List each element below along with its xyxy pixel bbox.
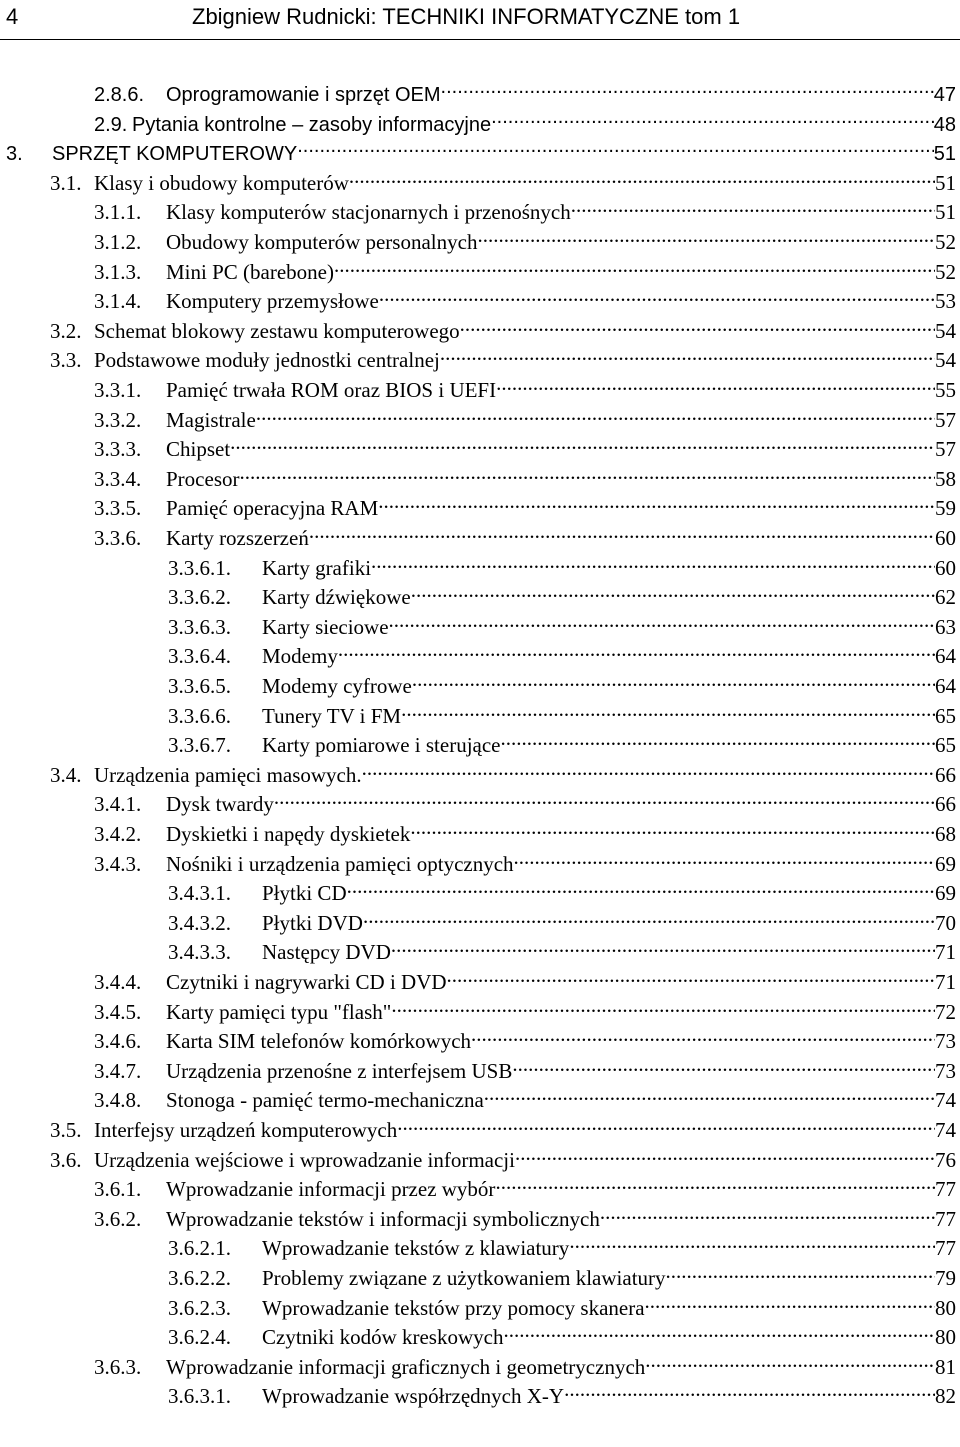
toc-entry-title: Czytniki kodów kreskowych [262, 1325, 504, 1349]
toc-entry-title: Dyskietki i napędy dyskietek [166, 822, 411, 846]
toc-dot-leader [362, 754, 935, 782]
toc-entry-page: 53 [935, 289, 956, 313]
toc-entry-number: 3.6.2.3. [168, 1296, 231, 1320]
toc-dot-leader [666, 1257, 935, 1285]
toc-entry-title: Wprowadzanie tekstów przy pomocy skanera [262, 1296, 645, 1320]
toc-dot-leader [471, 1020, 935, 1048]
toc-entry[interactable] [168, 1287, 956, 1320]
toc-entry-title: Modemy [262, 644, 338, 668]
toc-entry-page: 72 [935, 1000, 956, 1024]
toc-entry-number: 3.4. [50, 763, 82, 787]
toc-entry[interactable] [94, 1198, 956, 1231]
toc-entry[interactable] [94, 517, 956, 550]
toc-entry[interactable] [50, 1109, 956, 1142]
toc-dot-leader [274, 783, 935, 811]
toc-entry[interactable] [168, 931, 956, 964]
toc-entry-page: 73 [935, 1029, 956, 1053]
toc-entry[interactable] [94, 428, 956, 461]
toc-entry-title: Problemy związane z użytkowaniem klawiatury [262, 1266, 666, 1290]
toc-entry-title: Pamięć trwała ROM oraz BIOS i UEFI [166, 378, 497, 402]
toc-entry-title: Wprowadzanie informacji przez wybór [166, 1177, 496, 1201]
toc-entry-title: Podstawowe moduły jednostki centralnej [94, 348, 440, 372]
toc-dot-leader [256, 399, 935, 427]
toc-entry[interactable] [168, 724, 956, 757]
toc-entry-number: 3.6.1. [94, 1177, 142, 1201]
toc-entry-title: Wprowadzanie współrzędnych X-Y [262, 1384, 565, 1408]
toc-entry[interactable] [50, 1139, 956, 1172]
toc-entry-number: 2.8.6. [94, 84, 145, 106]
toc-dot-leader [645, 1346, 935, 1374]
toc-entry-page: 79 [935, 1266, 956, 1290]
toc-entry[interactable] [94, 843, 956, 876]
toc-dot-leader [410, 813, 935, 841]
toc-dot-leader [484, 1079, 935, 1107]
toc-entry-title: Następcy DVD [262, 940, 391, 964]
toc-entry-number: 3.3.5. [94, 496, 142, 520]
toc-entry-title: Karty dźwiękowe [262, 585, 411, 609]
toc-dot-leader [230, 428, 935, 456]
toc-dot-leader [447, 961, 935, 989]
toc-entry-number: 3.6.2.2. [168, 1266, 231, 1290]
toc-entry-number: 3.6.2. [94, 1207, 142, 1231]
toc-entry-number: 3.3.1. [94, 378, 142, 402]
toc-entry-number: 3.4.4. [94, 970, 142, 994]
toc-entry-number: 3.4.3.2. [168, 911, 231, 935]
toc-entry-title: Czytniki i nagrywarki CD i DVD [166, 970, 447, 994]
toc-entry-page: 64 [935, 674, 956, 698]
toc-entry-number: 3.3.4. [94, 467, 142, 491]
toc-dot-leader [334, 251, 935, 279]
toc-entry-number: 3.4.5. [94, 1000, 142, 1024]
toc-entry-title: Karta SIM telefonów komórkowych [166, 1029, 472, 1053]
toc-entry-title: Karty rozszerzeń [166, 526, 309, 550]
toc-entry-page: 76 [935, 1148, 956, 1172]
toc-entry-page: 48 [934, 111, 956, 139]
toc-dot-leader [569, 1227, 935, 1255]
toc-entry-title: Klasy komputerów stacjonarnych i przenośnych [166, 200, 571, 224]
toc-dot-leader [309, 517, 935, 545]
toc-entry[interactable] [168, 606, 956, 639]
toc-entry-title: Urządzenia wejściowe i wprowadzanie informacji [94, 1148, 515, 1172]
toc-entry-page: 54 [935, 319, 956, 343]
toc-dot-leader [371, 547, 935, 575]
toc-entry-number: 3.1.2. [94, 230, 142, 254]
toc-entry[interactable] [50, 339, 956, 372]
toc-entry[interactable] [94, 1079, 956, 1112]
toc-entry-number: 3.4.3. [94, 852, 142, 876]
toc-entry-number: 3.5. [50, 1118, 82, 1142]
toc-entry-page: 66 [935, 792, 956, 816]
toc-dot-leader [338, 635, 935, 663]
toc-dot-leader [501, 724, 936, 752]
toc-entry-title: Karty pomiarowe i sterujące [262, 733, 501, 757]
toc-entry[interactable] [168, 547, 956, 580]
toc-entry-page: 63 [935, 615, 956, 639]
toc-entry-title: Interfejsy urządzeń komputerowych [94, 1118, 398, 1142]
toc-entry[interactable] [94, 73, 956, 106]
toc-entry-page: 51 [935, 200, 956, 224]
toc-entry[interactable] [168, 902, 956, 935]
toc-entry-number: 3.6.3.1. [168, 1384, 231, 1408]
toc-entry-page: 77 [935, 1236, 956, 1260]
toc-entry-title: Pamięć operacyjna RAM [166, 496, 379, 520]
toc-entry-number: 3.4.2. [94, 822, 142, 846]
toc-dot-leader [379, 280, 935, 308]
toc-entry-number: 3. [6, 143, 23, 165]
toc-entry[interactable] [50, 754, 956, 787]
toc-dot-leader [600, 1198, 935, 1226]
toc-entry-title: Obudowy komputerów personalnych [166, 230, 478, 254]
toc-entry-number: 3.1.1. [94, 200, 142, 224]
header-rule [0, 39, 960, 40]
toc-entry[interactable] [94, 1346, 956, 1379]
toc-entry[interactable] [6, 132, 956, 165]
toc-entry-title: Modemy cyfrowe [262, 674, 412, 698]
toc-entry-number: 3.1. [50, 171, 82, 195]
toc-dot-leader [397, 1109, 935, 1137]
toc-entry[interactable] [94, 191, 956, 224]
toc-entry-number: 3.3.6. [94, 526, 142, 550]
toc-entry-title: Oprogramowanie i sprzęt OEM [166, 84, 441, 106]
toc-entry-page: 54 [935, 348, 956, 372]
toc-entry-page: 51 [935, 171, 956, 195]
toc-entry-number: 3.4.7. [94, 1059, 142, 1083]
toc-dot-leader [297, 132, 934, 160]
toc-dot-leader [239, 458, 935, 486]
toc-entry-page: 77 [935, 1207, 956, 1231]
toc-entry-page: 71 [935, 970, 956, 994]
toc-entry-page: 52 [935, 260, 956, 284]
running-title: Zbigniew Rudnicki: TECHNIKI INFORMATYCZNE tom 1 [192, 4, 741, 29]
toc-entry-page: 73 [935, 1059, 956, 1083]
toc-entry-title: Urządzenia przenośne z interfejsem USB [166, 1059, 513, 1083]
toc-entry-number: 3.4.8. [94, 1088, 142, 1112]
toc-entry-title: Procesor [166, 467, 240, 491]
toc-entry-title: Karty pamięci typu "flash" [166, 1000, 392, 1024]
toc-entry-number: 3.3. [50, 348, 82, 372]
toc-entry[interactable] [168, 872, 956, 905]
toc-dot-leader [512, 1050, 935, 1078]
toc-entry-page: 52 [935, 230, 956, 254]
toc-entry-title: SPRZĘT KOMPUTEROWY [52, 143, 298, 165]
toc-entry-number: 2.9. [94, 114, 128, 136]
toc-entry-page: 74 [935, 1088, 956, 1112]
toc-entry[interactable] [168, 1316, 956, 1349]
toc-entry[interactable] [168, 1375, 956, 1408]
toc-dot-leader [564, 1375, 935, 1403]
toc-entry-title: Klasy i obudowy komputerów [94, 171, 349, 195]
toc-entry[interactable] [94, 1050, 956, 1083]
toc-entry-number: 3.3.6.2. [168, 585, 231, 609]
toc-entry-title: Nośniki i urządzenia pamięci optycznych [166, 852, 514, 876]
toc-entry[interactable] [94, 221, 956, 254]
toc-entry-page: 69 [935, 852, 956, 876]
toc-entry[interactable] [94, 399, 956, 432]
toc-entry-page: 64 [935, 644, 956, 668]
toc-entry-title: Komputery przemysłowe [166, 289, 379, 313]
toc-entry-page: 58 [935, 467, 956, 491]
toc-entry[interactable] [94, 961, 956, 994]
toc-entry-page: 80 [935, 1296, 956, 1320]
toc-entry-number: 3.3.6.5. [168, 674, 231, 698]
toc-entry-page: 77 [935, 1177, 956, 1201]
toc-entry-title: Magistrale [166, 408, 256, 432]
toc-entry-title: Mini PC (barebone) [166, 260, 334, 284]
toc-dot-leader [347, 872, 935, 900]
toc-dot-leader [391, 991, 935, 1019]
toc-dot-leader [491, 103, 934, 131]
toc-entry-title: Karty sieciowe [262, 615, 389, 639]
toc-entry-title: Dysk twardy [166, 792, 274, 816]
toc-entry-page: 59 [935, 496, 956, 520]
page-number: 4 [6, 4, 19, 29]
toc-dot-leader [349, 162, 935, 190]
toc-dot-leader [514, 843, 935, 871]
toc-entry-title: Karty grafiki [262, 556, 372, 580]
toc-entry[interactable] [94, 103, 956, 136]
toc-entry-number: 3.3.6.7. [168, 733, 231, 757]
toc-entry-title: Pytania kontrolne – zasoby informacyjne [132, 114, 492, 136]
toc-entry-page: 60 [935, 526, 956, 550]
page-header [0, 0, 960, 44]
toc-entry-title: Schemat blokowy zestawu komputerowego [94, 319, 460, 343]
toc-entry-number: 3.4.3.3. [168, 940, 231, 964]
toc-entry-page: 65 [935, 733, 956, 757]
toc-entry-page: 68 [935, 822, 956, 846]
toc-dot-leader [477, 221, 935, 249]
toc-entry[interactable] [94, 783, 956, 816]
toc-entry[interactable] [94, 1020, 956, 1053]
toc-entry[interactable] [168, 695, 956, 728]
toc-dot-leader [378, 487, 935, 515]
toc-dot-leader [412, 665, 935, 693]
toc-entry-page: 65 [935, 704, 956, 728]
toc-dot-leader [440, 339, 935, 367]
toc-entry-title: Stonoga - pamięć termo-mechaniczna [166, 1088, 484, 1112]
toc-entry[interactable] [94, 369, 956, 402]
toc-entry-number: 3.3.6.4. [168, 644, 231, 668]
toc-entry-title: Chipset [166, 437, 231, 461]
toc-entry[interactable] [94, 458, 956, 491]
toc-entry-title: Płytki CD [262, 881, 347, 905]
toc-entry[interactable] [94, 1168, 956, 1201]
toc-entry[interactable] [168, 1257, 956, 1290]
toc-entry-number: 3.3.6.6. [168, 704, 231, 728]
toc-entry-number: 3.4.3.1. [168, 881, 231, 905]
toc-entry-page: 74 [935, 1118, 956, 1142]
toc-dot-leader [495, 1168, 935, 1196]
toc-entry-number: 3.6.2.1. [168, 1236, 231, 1260]
toc-entry-page: 57 [935, 408, 956, 432]
toc-entry-number: 3.6. [50, 1148, 82, 1172]
toc-entry-title: Wprowadzanie tekstów i informacji symbolicznych [166, 1207, 600, 1231]
toc-entry-page: 69 [935, 881, 956, 905]
toc-dot-leader [571, 191, 935, 219]
toc-entry-page: 51 [934, 140, 956, 168]
toc-entry-number: 3.1.3. [94, 260, 142, 284]
toc-entry[interactable] [94, 813, 956, 846]
toc-dot-leader [401, 695, 935, 723]
toc-dot-leader [363, 902, 935, 930]
toc-dot-leader [389, 606, 935, 634]
toc-entry-number: 3.6.2.4. [168, 1325, 231, 1349]
toc-entry[interactable] [50, 162, 956, 195]
toc-entry[interactable] [94, 487, 956, 520]
toc-entry-number: 3.4.6. [94, 1029, 142, 1053]
toc-entry[interactable] [168, 665, 956, 698]
toc-entry-title: Urządzenia pamięci masowych. [94, 763, 362, 787]
toc-dot-leader [515, 1139, 935, 1167]
toc-entry[interactable] [94, 251, 956, 284]
toc-entry[interactable] [168, 576, 956, 609]
toc-entry-number: 3.3.3. [94, 437, 142, 461]
toc-entry-title: Płytki DVD [262, 911, 363, 935]
toc-entry-page: 80 [935, 1325, 956, 1349]
toc-entry-number: 3.6.3. [94, 1355, 142, 1379]
toc-dot-leader [460, 310, 935, 338]
toc-dot-leader [496, 369, 935, 397]
toc-entry-title: Wprowadzanie informacji graficznych i geometrycznych [166, 1355, 646, 1379]
toc-entry-title: Wprowadzanie tekstów z klawiatury [262, 1236, 570, 1260]
toc-dot-leader [645, 1287, 935, 1315]
toc-entry-number: 3.2. [50, 319, 82, 343]
toc-entry-page: 47 [934, 81, 956, 109]
toc-entry-page: 82 [935, 1384, 956, 1408]
toc-entry[interactable] [50, 310, 956, 343]
toc-entry-page: 81 [935, 1355, 956, 1379]
toc-dot-leader [391, 931, 935, 959]
toc-entry-number: 3.4.1. [94, 792, 142, 816]
toc-entry-page: 71 [935, 940, 956, 964]
toc-entry-page: 66 [935, 763, 956, 787]
toc-entry-number: 3.3.6.1. [168, 556, 231, 580]
toc-entry-page: 60 [935, 556, 956, 580]
toc-entry-number: 3.3.6.3. [168, 615, 231, 639]
toc-entry-title: Tunery TV i FM [262, 704, 402, 728]
toc-entry-number: 3.3.2. [94, 408, 142, 432]
toc-entry-page: 57 [935, 437, 956, 461]
toc-entry-page: 70 [935, 911, 956, 935]
toc-entry[interactable] [168, 635, 956, 668]
toc-entry-page: 62 [935, 585, 956, 609]
toc-entry[interactable] [168, 1227, 956, 1260]
toc-dot-leader [503, 1316, 935, 1344]
toc-dot-leader [411, 576, 935, 604]
toc-entry-page: 55 [935, 378, 956, 402]
toc-entry[interactable] [94, 991, 956, 1024]
toc-dot-leader [441, 73, 934, 101]
toc-entry-number: 3.1.4. [94, 289, 142, 313]
toc-entry[interactable] [94, 280, 956, 313]
